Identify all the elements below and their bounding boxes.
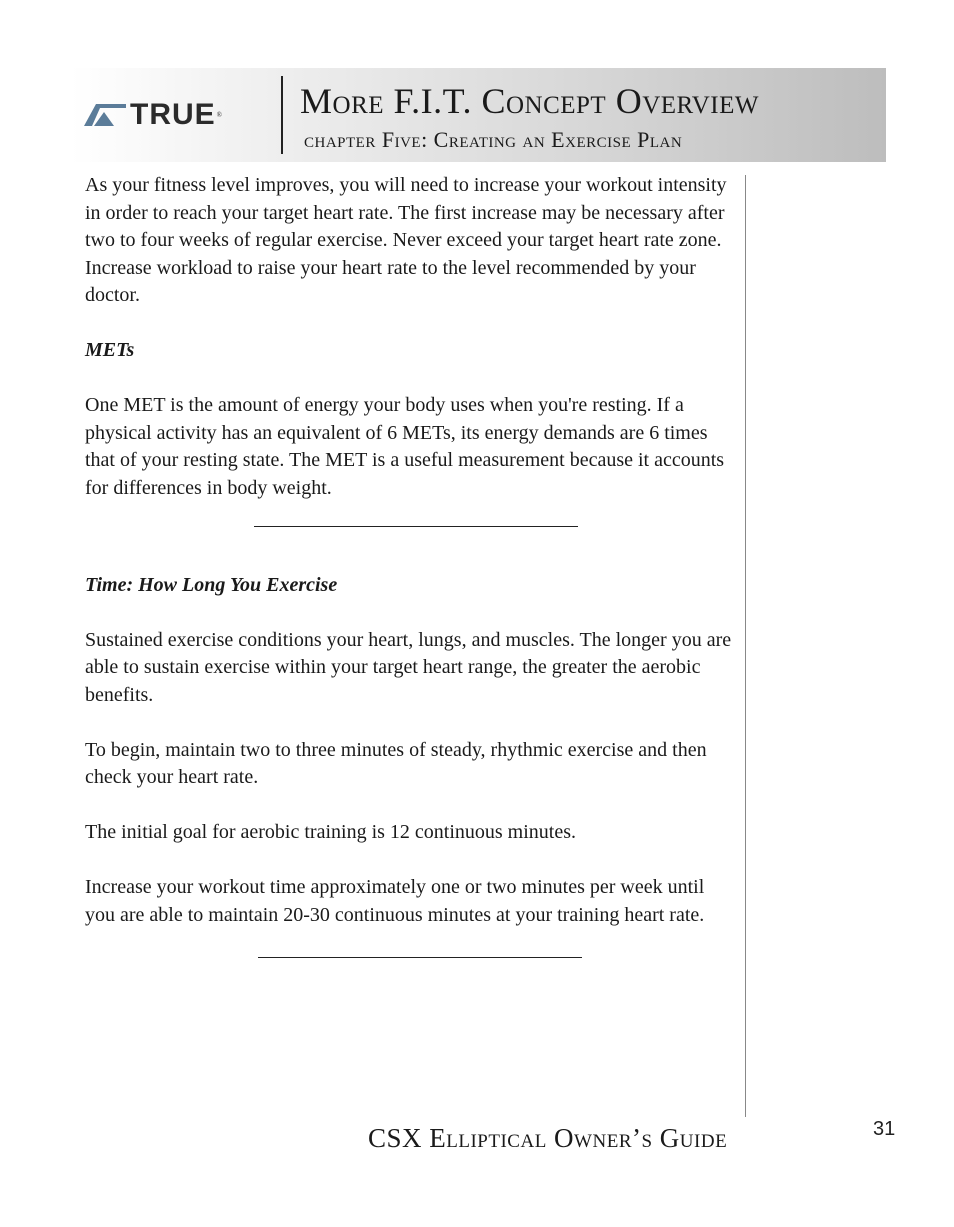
true-logo	[84, 98, 254, 131]
time-paragraph-1: Sustained exercise conditions your heart, lungs, and muscles. The longer you are able to sustain exercise within your target heart range, the greater the aerobic benefits.	[85, 628, 732, 706]
margin-rule	[745, 175, 746, 1117]
section-divider	[258, 957, 582, 958]
true-logo-mark-icon	[84, 104, 126, 126]
time-paragraph-2: To begin, maintain two to three minutes of steady, rhythmic exercise and then check your heart rate.	[85, 738, 707, 788]
page-title: More F.I.T. Concept Overview	[300, 81, 759, 121]
main-content	[85, 172, 735, 958]
time-paragraph-3: The initial goal for aerobic training is 12 continuous minutes.	[85, 821, 577, 843]
chapter-subtitle: chapter Five: Creating an Exercise Plan	[304, 127, 683, 152]
mets-paragraph: One MET is the amount of energy your body uses when you're resting. If a physical activity has an equivalent of 6 METs, its energy demands are 6 times that of your resting state. The MET is a useful measurement because it accounts for differences in body weight.	[85, 394, 725, 499]
guide-title: CSX Elliptical Owner’s Guide	[368, 1123, 728, 1153]
time-paragraph-4: Increase your workout time approximately one or two minutes per week until you are able to maintain 20-30 continuous minutes at your training heart rate.	[85, 876, 705, 926]
page-number: 31	[873, 1118, 896, 1140]
registered-mark: ®	[216, 111, 222, 119]
header-divider	[281, 76, 283, 154]
section-divider	[254, 526, 578, 527]
intensity-paragraph: As your fitness level improves, you will need to increase your workout intensity in order to reach your target heart rate. The first increase may be necessary after two to four weeks of regular exercise. Never exceed your target heart rate zone. Increase workload to raise your heart rate to the level recommended by your doctor.	[85, 174, 727, 306]
time-heading: Time: How Long You Exercise	[85, 573, 338, 596]
mets-heading: METs	[85, 339, 135, 361]
brand-name: TRUE	[130, 98, 216, 131]
